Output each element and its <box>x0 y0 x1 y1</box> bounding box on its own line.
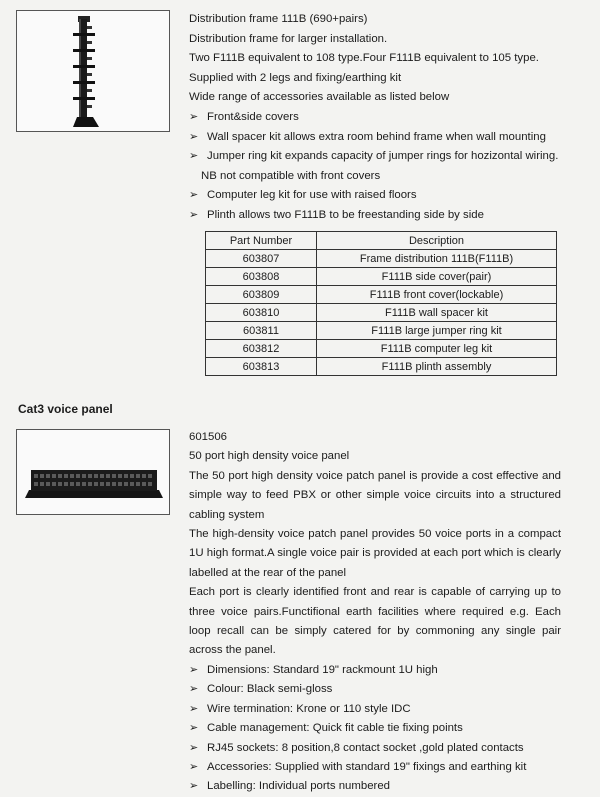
frame-line-3: Two F111B equivalent to 108 type.Four F111B equivalent to 105 type. <box>189 52 539 65</box>
spec-bullet <box>189 739 561 758</box>
description-cell: F111B side cover(pair) <box>317 268 557 286</box>
table-row <box>206 322 557 340</box>
frame-bullet <box>189 186 561 206</box>
arrow-bullet-icon: ➢ <box>189 208 199 221</box>
part-number-cell: 603813 <box>206 358 317 376</box>
compatibility-note: NB not compatible with front covers <box>201 169 381 182</box>
voice-panel-image-frame <box>16 429 170 515</box>
voice-panel-image <box>17 430 169 514</box>
voice-panel-description <box>189 428 561 797</box>
distribution-frame-image <box>17 11 169 131</box>
arrow-bullet-icon: ➢ <box>189 760 199 773</box>
table-header-row <box>206 232 557 250</box>
description-paragraph: The 50 port high density voice patch panel is provide a cost effective and simple way to feed PBX or other simple voice circuits into a structured cabling system <box>189 469 561 521</box>
frame-description <box>189 10 561 226</box>
bullet-text: Labelling: Individual ports numbered <box>207 780 391 793</box>
bullet-text: RJ45 sockets: 8 position,8 contact socket ,gold plated contacts <box>207 741 524 754</box>
table-row <box>206 286 557 304</box>
arrow-bullet-icon: ➢ <box>189 150 199 163</box>
part-number-cell: 603808 <box>206 268 317 286</box>
column-header-description: Description <box>317 232 557 250</box>
spec-bullet <box>189 758 561 777</box>
bullet-text: Plinth allows two F111B to be freestanding side by side <box>207 208 484 221</box>
bullet-text: Cable management: Quick fit cable tie fixing points <box>207 722 463 735</box>
description-cell: F111B front cover(lockable) <box>317 286 557 304</box>
description-cell: F111B computer leg kit <box>317 340 557 358</box>
arrow-bullet-icon: ➢ <box>189 702 199 715</box>
description-cell: F111B plinth assembly <box>317 358 557 376</box>
arrow-bullet-icon: ➢ <box>189 663 199 676</box>
arrow-bullet-icon: ➢ <box>189 683 199 696</box>
section-title: Cat3 voice panel <box>18 402 113 416</box>
bullet-text: Wall spacer kit allows extra room behind frame when wall mounting <box>207 130 546 143</box>
column-header-part-number: Part Number <box>206 232 317 250</box>
frame-line-2: Distribution frame for larger installation. <box>189 32 388 45</box>
bullet-text: Wire termination: Krone or 110 style IDC <box>207 702 411 715</box>
frame-bullet <box>189 147 561 167</box>
bullet-text: Dimensions: Standard 19" rackmount 1U high <box>207 663 438 676</box>
frame-bullet <box>189 128 561 148</box>
description-cell: F111B large jumper ring kit <box>317 322 557 340</box>
arrow-bullet-icon: ➢ <box>189 741 199 754</box>
arrow-bullet-icon: ➢ <box>189 780 199 793</box>
part-number-cell: 603810 <box>206 304 317 322</box>
table-row <box>206 304 557 322</box>
description-paragraph: Each port is clearly identified front and rear is capable of carrying up to three voice pairs.Functifional earth facilities where required e.g. Each loop recall can be simply catered for by commoning any single pair across the panel. <box>189 586 561 657</box>
arrow-bullet-icon: ➢ <box>189 722 199 735</box>
description-cell: F111B wall spacer kit <box>317 304 557 322</box>
distribution-frame-image-frame <box>16 10 170 132</box>
table-row <box>206 250 557 268</box>
part-number-cell: 603811 <box>206 322 317 340</box>
spec-bullet <box>189 719 561 738</box>
table-row <box>206 340 557 358</box>
table-row <box>206 268 557 286</box>
arrow-bullet-icon: ➢ <box>189 110 199 123</box>
description-cell: Frame distribution 111B(F111B) <box>317 250 557 268</box>
part-number-cell: 603807 <box>206 250 317 268</box>
bullet-text: Computer leg kit for use with raised floors <box>207 189 417 202</box>
bullet-text: Jumper ring kit expands capacity of jumper rings for hozizontal wiring. <box>207 150 559 163</box>
arrow-bullet-icon: ➢ <box>189 189 199 202</box>
bullet-text: Accessories: Supplied with standard 19" fixings and earthing kit <box>207 760 527 773</box>
bullet-text: Colour: Black semi-gloss <box>207 683 333 696</box>
bullet-text: Front&side covers <box>207 110 299 123</box>
frame-line-5: Wide range of accessories available as listed below <box>189 91 450 104</box>
parts-table <box>205 231 557 376</box>
spec-bullet <box>189 680 561 699</box>
frame-bullet <box>189 108 561 128</box>
spec-bullet <box>189 661 561 680</box>
frame-bullet <box>189 206 561 226</box>
part-number-cell: 603809 <box>206 286 317 304</box>
frame-line-4: Supplied with 2 legs and fixing/earthing kit <box>189 71 402 84</box>
product-subtitle: 50 port high density voice panel <box>189 450 350 463</box>
table-row <box>206 358 557 376</box>
part-number: 601506 <box>189 431 228 443</box>
spec-bullet <box>189 700 561 719</box>
part-number-cell: 603812 <box>206 340 317 358</box>
arrow-bullet-icon: ➢ <box>189 130 199 143</box>
description-paragraph: The high-density voice patch panel provides 50 voice ports in a compact 1U high format.A single voice pair is provided at each port which is clearly labelled at the rear of the panel <box>189 528 561 579</box>
frame-line-1: Distribution frame 111B (690+pairs) <box>189 13 368 25</box>
